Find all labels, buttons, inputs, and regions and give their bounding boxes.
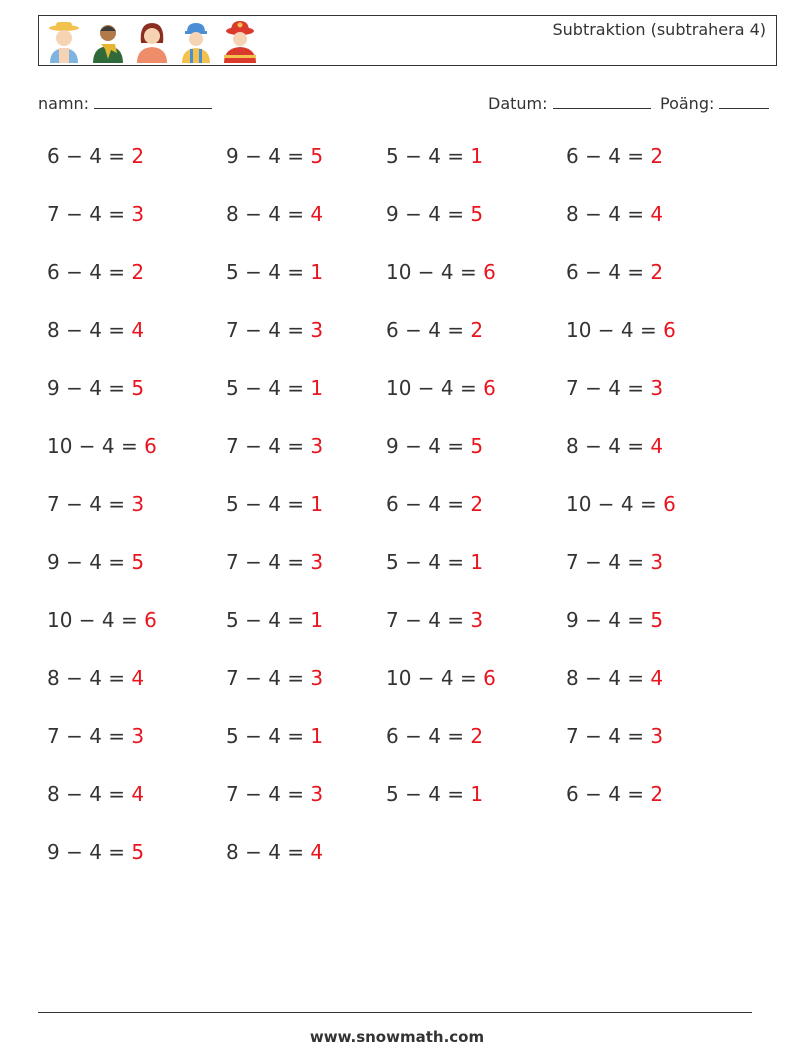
footer-divider [38, 1012, 752, 1013]
problem-question: 8 − 4 = [47, 666, 126, 690]
problem-question: 6 − 4 = [47, 144, 126, 168]
score-field[interactable] [660, 94, 769, 113]
footer-site: www.snowmath.com [309, 1028, 485, 1046]
problem-question: 6 − 4 = [566, 782, 645, 806]
problem-question: 7 − 4 = [226, 666, 305, 690]
name-blank-line [94, 94, 212, 109]
problem-answer: 3 [131, 724, 145, 748]
problem-cell [226, 144, 323, 168]
problem-question: 10 − 4 = [386, 260, 477, 284]
problem-answer: 6 [663, 318, 676, 342]
problem-question: 10 − 4 = [47, 608, 138, 632]
problem-cell [226, 492, 323, 516]
problem-cell [47, 260, 144, 284]
problem-answer: 3 [650, 550, 664, 574]
problem-cell [386, 550, 483, 574]
problem-question: 7 − 4 = [226, 782, 305, 806]
problem-cell [386, 144, 483, 168]
problem-cell [226, 376, 323, 400]
score-label: Poäng: [660, 94, 715, 113]
problem-answer: 1 [310, 608, 324, 632]
problem-answer: 4 [131, 782, 145, 806]
problem-answer: 4 [131, 318, 145, 342]
problem-cell [47, 318, 144, 342]
problem-cell [47, 376, 144, 400]
problem-answer: 2 [650, 260, 664, 284]
problem-question: 8 − 4 = [566, 434, 645, 458]
problem-question: 7 − 4 = [566, 376, 645, 400]
problem-answer: 3 [470, 608, 484, 632]
problem-question: 5 − 4 = [226, 608, 305, 632]
problem-cell [47, 840, 144, 864]
worksheet-title: Subtraktion (subtrahera 4) [552, 20, 766, 39]
problem-cell [226, 724, 323, 748]
problem-cell [386, 318, 483, 342]
problem-answer: 4 [131, 666, 145, 690]
problem-answer: 1 [310, 724, 324, 748]
problem-cell [386, 782, 483, 806]
problem-cell [47, 666, 144, 690]
problem-cell [47, 550, 144, 574]
problem-cell [47, 724, 144, 748]
problem-cell [386, 666, 496, 690]
problem-answer: 2 [470, 318, 484, 342]
problem-answer: 2 [650, 144, 664, 168]
problem-question: 6 − 4 = [566, 144, 645, 168]
problem-question: 6 − 4 = [566, 260, 645, 284]
problem-answer: 6 [483, 260, 496, 284]
problem-question: 10 − 4 = [566, 492, 657, 516]
problem-question: 7 − 4 = [566, 550, 645, 574]
problem-question: 6 − 4 = [386, 492, 465, 516]
score-blank-line [719, 94, 769, 109]
problem-question: 9 − 4 = [386, 434, 465, 458]
problem-answer: 1 [470, 144, 484, 168]
problem-answer: 4 [650, 202, 664, 226]
problem-question: 6 − 4 = [386, 318, 465, 342]
problem-question: 7 − 4 = [47, 492, 126, 516]
problem-cell [566, 202, 663, 226]
problem-question: 8 − 4 = [47, 782, 126, 806]
problem-answer: 5 [650, 608, 664, 632]
problem-cell [226, 434, 323, 458]
problem-cell [386, 434, 483, 458]
problem-cell [566, 318, 676, 342]
problem-answer: 6 [144, 434, 157, 458]
problem-answer: 6 [144, 608, 157, 632]
problem-question: 8 − 4 = [47, 318, 126, 342]
date-label: Datum: [488, 94, 548, 113]
problem-cell [566, 434, 663, 458]
problem-cell [566, 550, 663, 574]
problem-question: 7 − 4 = [566, 724, 645, 748]
date-field[interactable] [488, 94, 651, 113]
problem-cell [47, 202, 144, 226]
problem-answer: 6 [663, 492, 676, 516]
problem-answer: 4 [310, 202, 324, 226]
problem-answer: 3 [650, 724, 664, 748]
problem-answer: 5 [131, 840, 145, 864]
firefighter-icon [221, 19, 259, 63]
problem-cell [566, 608, 663, 632]
problem-cell [566, 724, 663, 748]
problem-question: 9 − 4 = [386, 202, 465, 226]
problem-question: 10 − 4 = [386, 376, 477, 400]
problem-answer: 3 [310, 666, 324, 690]
problem-answer: 6 [483, 666, 496, 690]
problem-answer: 3 [310, 318, 324, 342]
problem-question: 5 − 4 = [226, 260, 305, 284]
problem-cell [386, 492, 483, 516]
problem-question: 8 − 4 = [566, 202, 645, 226]
problem-answer: 3 [650, 376, 664, 400]
problem-question: 7 − 4 = [226, 318, 305, 342]
problem-cell [566, 782, 663, 806]
problem-question: 8 − 4 = [566, 666, 645, 690]
problem-answer: 2 [470, 724, 484, 748]
problem-question: 8 − 4 = [226, 840, 305, 864]
date-blank-line [553, 94, 651, 109]
problem-cell [566, 492, 676, 516]
problem-question: 7 − 4 = [47, 724, 126, 748]
avatar-strip [45, 19, 259, 63]
problem-question: 7 − 4 = [226, 434, 305, 458]
name-field[interactable] [38, 94, 212, 113]
problem-question: 9 − 4 = [47, 376, 126, 400]
problem-question: 9 − 4 = [47, 840, 126, 864]
problem-cell [386, 724, 483, 748]
problem-cell [386, 260, 496, 284]
problem-cell [47, 782, 144, 806]
problem-answer: 1 [310, 376, 324, 400]
problem-cell [226, 318, 323, 342]
problem-question: 5 − 4 = [386, 782, 465, 806]
problem-question: 7 − 4 = [386, 608, 465, 632]
problem-answer: 2 [131, 260, 145, 284]
problem-question: 8 − 4 = [226, 202, 305, 226]
problem-answer: 1 [470, 782, 484, 806]
problem-cell [386, 202, 483, 226]
problem-answer: 3 [310, 434, 324, 458]
problem-answer: 5 [131, 550, 145, 574]
problem-cell [566, 144, 663, 168]
problem-answer: 4 [650, 666, 664, 690]
problem-cell [226, 202, 323, 226]
problem-cell [47, 608, 157, 632]
problem-cell [226, 840, 323, 864]
problem-question: 5 − 4 = [226, 492, 305, 516]
problem-cell [566, 376, 663, 400]
problem-answer: 5 [310, 144, 324, 168]
problem-answer: 3 [131, 202, 145, 226]
problem-question: 7 − 4 = [226, 550, 305, 574]
problem-question: 10 − 4 = [47, 434, 138, 458]
problem-answer: 4 [310, 840, 324, 864]
problem-answer: 6 [483, 376, 496, 400]
problem-question: 9 − 4 = [47, 550, 126, 574]
problem-cell [226, 260, 323, 284]
problem-question: 5 − 4 = [386, 144, 465, 168]
problem-question: 10 − 4 = [386, 666, 477, 690]
problem-cell [226, 782, 323, 806]
person-scarf-icon [89, 19, 127, 63]
problem-answer: 3 [310, 782, 324, 806]
problem-answer: 5 [470, 434, 484, 458]
problem-cell [226, 550, 323, 574]
problem-cell [226, 608, 323, 632]
problem-answer: 1 [310, 492, 324, 516]
problem-question: 6 − 4 = [47, 260, 126, 284]
problem-question: 10 − 4 = [566, 318, 657, 342]
problem-answer: 3 [310, 550, 324, 574]
problem-cell [386, 376, 496, 400]
problem-cell [386, 608, 483, 632]
problem-question: 5 − 4 = [386, 550, 465, 574]
problem-cell [226, 666, 323, 690]
woman-icon [133, 19, 171, 63]
problem-cell [566, 666, 663, 690]
problem-answer: 5 [131, 376, 145, 400]
problem-question: 9 − 4 = [226, 144, 305, 168]
problem-answer: 1 [310, 260, 324, 284]
header-box [38, 15, 777, 66]
worker-cap-icon [177, 19, 215, 63]
name-label: namn: [38, 94, 90, 113]
problem-cell [566, 260, 663, 284]
problem-question: 7 − 4 = [47, 202, 126, 226]
problem-answer: 1 [470, 550, 484, 574]
problem-question: 5 − 4 = [226, 724, 305, 748]
problem-question: 6 − 4 = [386, 724, 465, 748]
problem-answer: 4 [650, 434, 664, 458]
problem-answer: 5 [470, 202, 484, 226]
problem-answer: 2 [131, 144, 145, 168]
problem-cell [47, 144, 144, 168]
problem-question: 5 − 4 = [226, 376, 305, 400]
problem-answer: 3 [131, 492, 145, 516]
problem-cell [47, 434, 157, 458]
problem-answer: 2 [470, 492, 484, 516]
problem-question: 9 − 4 = [566, 608, 645, 632]
farmer-icon [45, 19, 83, 63]
problem-cell [47, 492, 144, 516]
problem-answer: 2 [650, 782, 664, 806]
